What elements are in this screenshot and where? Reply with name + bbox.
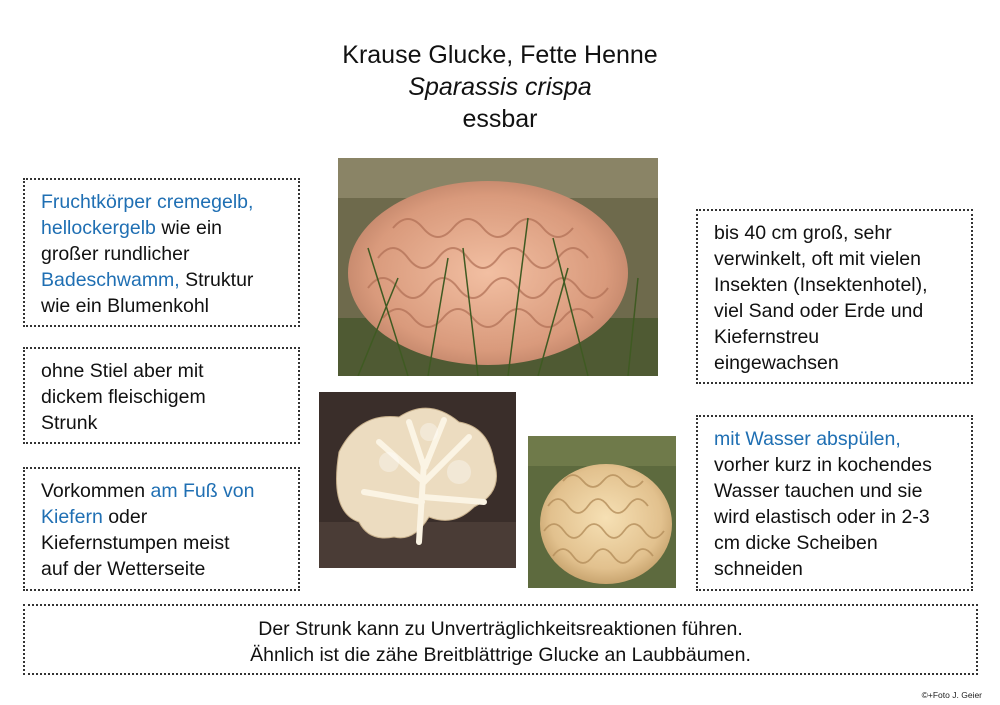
- stem-line-2: dickem fleischigem: [41, 386, 206, 408]
- photo-pale-specimen: [528, 436, 676, 588]
- photo-mushroom-in-grass: [338, 158, 658, 376]
- photo-credit: ©+Foto J. Geier: [921, 690, 982, 700]
- photo-cross-section: [319, 392, 516, 568]
- size-line-5: Kiefernstreu: [714, 326, 820, 348]
- size-line-2: verwinkelt, oft mit vielen: [714, 248, 921, 270]
- size-line-6: eingewachsen: [714, 352, 839, 374]
- preparation-box: [696, 415, 973, 591]
- habitat-text-1: Vorkommen: [41, 480, 151, 502]
- habitat-text-3: Kiefernstumpen meist: [41, 532, 230, 554]
- size-line-1: bis 40 cm groß, sehr: [714, 222, 892, 244]
- appearance-text-2: großer rundlicher: [41, 243, 190, 265]
- size-line-3: Insekten (Insektenhotel),: [714, 274, 928, 296]
- size-box: [696, 209, 973, 384]
- preparation-highlight: mit Wasser abspülen,: [714, 428, 901, 450]
- warning-note-box: [23, 604, 978, 675]
- preparation-line-4: wird elastisch oder in 2-3: [714, 506, 930, 528]
- appearance-text-4: wie ein Blumenkohl: [41, 295, 210, 317]
- preparation-line-5: cm dicke Scheiben: [714, 532, 878, 554]
- appearance-highlight-2: hellockergelb: [41, 217, 156, 239]
- page-title: Krause Glucke, Fette Henne: [342, 41, 658, 69]
- stem-line-3: Strunk: [41, 412, 98, 434]
- habitat-highlight-2: Kiefern: [41, 506, 103, 528]
- appearance-text-3: Struktur: [179, 269, 254, 291]
- appearance-highlight-1: Fruchtkörper cremegelb,: [41, 191, 254, 213]
- latin-name: Sparassis crispa: [408, 73, 592, 101]
- note-line-1: Der Strunk kann zu Unverträglichkeitsreaktionen führen.: [258, 618, 743, 640]
- habitat-text-2: oder: [102, 506, 148, 528]
- stem-box: [23, 347, 300, 444]
- note-line-2: Ähnlich ist die zähe Breitblättrige Glucke an Laubbäumen.: [250, 644, 751, 666]
- stem-line-1: ohne Stiel aber mit: [41, 360, 204, 382]
- preparation-line-2: vorher kurz in kochendes: [714, 454, 932, 476]
- edibility-label: essbar: [462, 105, 538, 133]
- appearance-text-1: wie ein: [155, 217, 223, 239]
- preparation-line-3: Wasser tauchen und sie: [714, 480, 923, 502]
- habitat-box: [23, 467, 300, 591]
- size-line-4: viel Sand oder Erde und: [714, 300, 924, 322]
- preparation-line-6: schneiden: [714, 558, 803, 580]
- habitat-text-4: auf der Wetterseite: [41, 558, 206, 580]
- appearance-highlight-3: Badeschwamm,: [41, 269, 180, 291]
- appearance-box: [23, 178, 300, 327]
- habitat-highlight-1: am Fuß von: [150, 480, 255, 502]
